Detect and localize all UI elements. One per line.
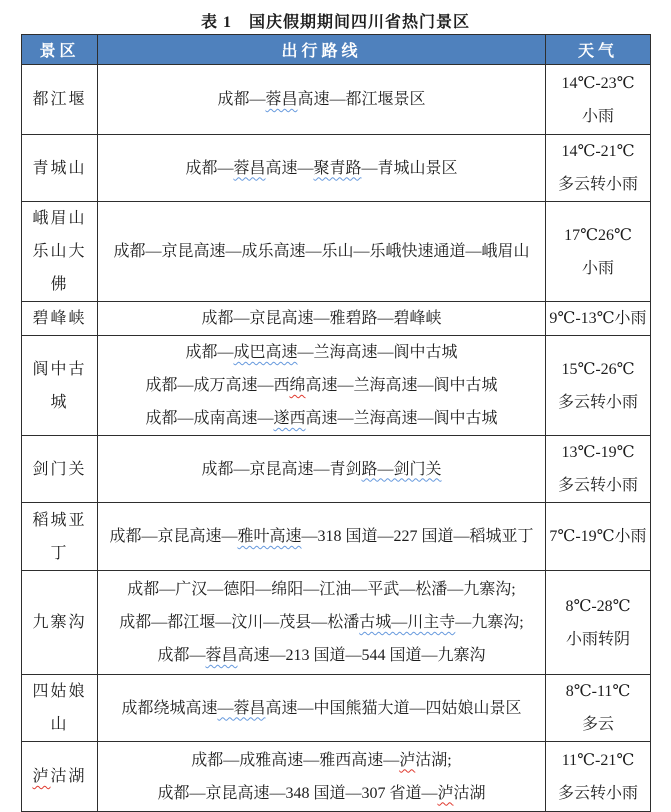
route-cell	[98, 202, 546, 302]
text-segment: 成都—成雅高速—雅西高速—	[191, 751, 400, 769]
weather-line	[548, 67, 648, 100]
text-segment: 高速—	[265, 159, 314, 177]
header-travel-route: 出行路线	[98, 35, 546, 65]
table-row	[22, 135, 651, 202]
text-segment: 多云转小雨	[557, 176, 638, 193]
route-cell	[98, 675, 546, 742]
route-line	[100, 235, 543, 268]
table-row	[22, 436, 651, 503]
text-segment: 高速—兰海高速—阆中古城	[305, 410, 498, 427]
table-row	[22, 503, 651, 571]
text-segment: 成都—京昆高速—	[109, 528, 238, 545]
weather-cell	[546, 65, 651, 135]
table-row	[22, 336, 651, 436]
route-line	[100, 83, 543, 116]
route-line	[100, 369, 543, 402]
squiggle-text: 路—剑门关	[361, 460, 442, 478]
weather-cell	[546, 571, 651, 675]
scenic-spot-cell	[22, 436, 98, 503]
text-segment: 稻城亚丁	[32, 511, 87, 562]
text-segment: 8℃-11℃	[565, 683, 631, 700]
squiggle-text: 泸	[32, 768, 51, 785]
route-line	[100, 302, 543, 335]
weather-line	[548, 353, 648, 386]
weather-cell	[546, 742, 651, 812]
text-segment: 四姑娘山	[32, 683, 87, 733]
text-segment: 成都—京昆高速—成乐高速—乐山—乐峨快速通道—峨眉山	[113, 243, 530, 260]
text-segment: —青城山景区	[361, 159, 458, 177]
spot-name	[24, 152, 95, 185]
weather-cell	[546, 336, 651, 436]
weather-line	[548, 623, 648, 656]
spot-name	[24, 302, 95, 335]
squiggle-text: 古城—川主寺	[359, 614, 456, 631]
route-cell	[98, 436, 546, 503]
weather-line	[548, 708, 648, 741]
text-segment: —318 国道—227 国道—稻城亚丁	[301, 528, 534, 545]
squiggle-text: 绵	[289, 377, 306, 394]
route-line	[100, 744, 543, 777]
text-segment: 11℃-21℃	[561, 751, 635, 769]
text-segment: 13℃-19℃	[561, 444, 635, 461]
spot-name	[24, 235, 95, 301]
text-segment: 高速—都江堰景区	[297, 91, 426, 108]
text-segment: 15℃-26℃	[561, 360, 635, 378]
weather-line	[548, 469, 648, 502]
route-line	[100, 692, 543, 725]
table-row	[22, 571, 651, 675]
text-segment: 成都—成万高速—西	[145, 377, 290, 394]
text-segment: 小雨	[581, 259, 614, 277]
text-segment: 高速—中国熊猫大道—四姑娘山景区	[265, 699, 522, 717]
weather-cell	[546, 202, 651, 302]
route-line	[100, 336, 543, 369]
text-segment: 乐山大佛	[32, 243, 87, 293]
weather-line	[548, 675, 648, 708]
scenic-spot-cell	[22, 302, 98, 336]
table-row	[22, 202, 651, 302]
route-cell	[98, 65, 546, 135]
scenic-spot-cell	[22, 571, 98, 675]
text-segment: 成都—京昆高速—348 国道—307 省道—	[157, 784, 438, 802]
weather-cell	[546, 135, 651, 202]
spot-name	[24, 83, 95, 116]
text-segment: 高速—兰海高速—阆中古城	[305, 377, 498, 394]
spot-name	[24, 453, 95, 486]
text-segment: 峨眉山	[32, 210, 87, 227]
table-row	[22, 302, 651, 336]
text-segment: 青城山	[32, 159, 87, 177]
text-segment: 高速—213 国道—544 国道—九寨沟	[237, 647, 486, 664]
text-segment: 9℃-13℃小雨	[549, 310, 647, 327]
weather-line	[548, 252, 648, 285]
squiggle-text: 成巴高速	[233, 344, 298, 361]
text-segment: 多云	[581, 716, 614, 733]
spot-name	[24, 504, 95, 570]
scenic-spots-table	[21, 34, 651, 812]
route-cell	[98, 336, 546, 436]
squiggle-text: 蓉昌	[233, 159, 266, 177]
text-segment: 成都—	[157, 647, 206, 664]
text-segment: 沽湖	[453, 784, 486, 802]
text-segment: 成都—京昆高速—雅碧路—碧峰峡	[201, 310, 442, 327]
header-weather: 天气	[546, 35, 651, 65]
squiggle-text: —蓉昌	[217, 699, 266, 717]
text-segment: 成都—	[217, 91, 266, 108]
weather-line	[548, 219, 648, 252]
scenic-spot-cell	[22, 503, 98, 571]
text-segment: 多云转小雨	[557, 784, 638, 802]
weather-line	[548, 135, 648, 168]
table-header-row	[22, 35, 651, 65]
text-segment: —九寨沟;	[455, 614, 524, 631]
scenic-spot-cell	[22, 742, 98, 812]
scenic-spot-cell	[22, 202, 98, 302]
text-segment: 多云转小雨	[557, 477, 638, 494]
text-segment: 成都—广汉—德阳—绵阳—江油—平武—松潘—九寨沟;	[127, 581, 516, 598]
text-segment: 沽湖;	[415, 751, 452, 769]
text-segment: 多云转小雨	[557, 393, 638, 411]
route-line	[100, 573, 543, 606]
text-segment: 九寨沟	[32, 614, 87, 631]
spot-name	[24, 202, 95, 235]
text-segment: 小雨转阴	[565, 630, 630, 648]
text-segment: 8℃-28℃	[565, 597, 631, 615]
text-segment: 14℃-21℃	[561, 143, 635, 160]
route-line	[100, 152, 543, 185]
squiggle-text: 蓉昌	[265, 91, 298, 108]
spot-name	[24, 606, 95, 639]
text-segment: 剑门关	[32, 460, 87, 478]
text-segment: 成都—	[185, 159, 234, 177]
weather-line	[548, 168, 648, 201]
table-row	[22, 675, 651, 742]
text-segment: 成都—都江堰—汶川—茂县—松潘	[119, 614, 360, 631]
text-segment: 都江堰	[32, 91, 87, 108]
weather-cell	[546, 302, 651, 336]
route-cell	[98, 742, 546, 812]
scenic-spot-cell	[22, 135, 98, 202]
route-line	[100, 402, 543, 435]
squiggle-text: 遂西	[273, 410, 306, 427]
scenic-spot-cell	[22, 65, 98, 135]
squiggle-text: 泸	[399, 751, 416, 769]
spot-name	[24, 353, 95, 419]
route-cell	[98, 302, 546, 336]
weather-line	[548, 590, 648, 623]
weather-cell	[546, 503, 651, 571]
text-segment: 7℃-19℃小雨	[549, 528, 647, 545]
route-line	[100, 639, 543, 672]
weather-line	[548, 520, 648, 553]
route-line	[100, 606, 543, 639]
text-segment: 碧峰峡	[32, 310, 87, 327]
table-row	[22, 65, 651, 135]
weather-line	[548, 100, 648, 133]
route-line	[100, 453, 543, 486]
text-segment: 14℃-23℃	[561, 74, 635, 92]
squiggle-text: 泸	[437, 784, 454, 802]
header-scenic-spot: 景区	[22, 35, 98, 65]
text-segment: 成都绕城高速	[121, 699, 218, 717]
text-segment: 沽湖	[50, 768, 87, 785]
weather-line	[548, 436, 648, 469]
weather-line	[548, 744, 648, 777]
squiggle-text: 蓉昌	[205, 647, 238, 664]
scenic-spot-cell	[22, 336, 98, 436]
weather-line	[548, 302, 648, 335]
weather-cell	[546, 675, 651, 742]
weather-line	[548, 386, 648, 419]
text-segment: 17℃26℃	[564, 226, 632, 244]
text-segment: 小雨	[581, 107, 614, 125]
squiggle-text: 雅叶高速	[237, 528, 302, 545]
route-cell	[98, 503, 546, 571]
table-row	[22, 742, 651, 812]
text-segment: 成都—京昆高速—青剑	[201, 460, 362, 478]
spot-name	[24, 675, 95, 741]
route-line	[100, 520, 543, 553]
squiggle-text: 聚青路	[313, 159, 362, 177]
route-cell	[98, 135, 546, 202]
text-segment: 成都—成南高速—	[145, 410, 274, 427]
text-segment: 成都—	[185, 344, 234, 361]
text-segment: 阆中古城	[32, 360, 87, 411]
scenic-spot-cell	[22, 675, 98, 742]
table-title: 表 1 国庆假期期间四川省热门景区	[200, 14, 470, 31]
route-cell	[98, 571, 546, 675]
weather-cell	[546, 436, 651, 503]
text-segment: —兰海高速—阆中古城	[297, 344, 458, 361]
spot-name	[24, 760, 95, 793]
